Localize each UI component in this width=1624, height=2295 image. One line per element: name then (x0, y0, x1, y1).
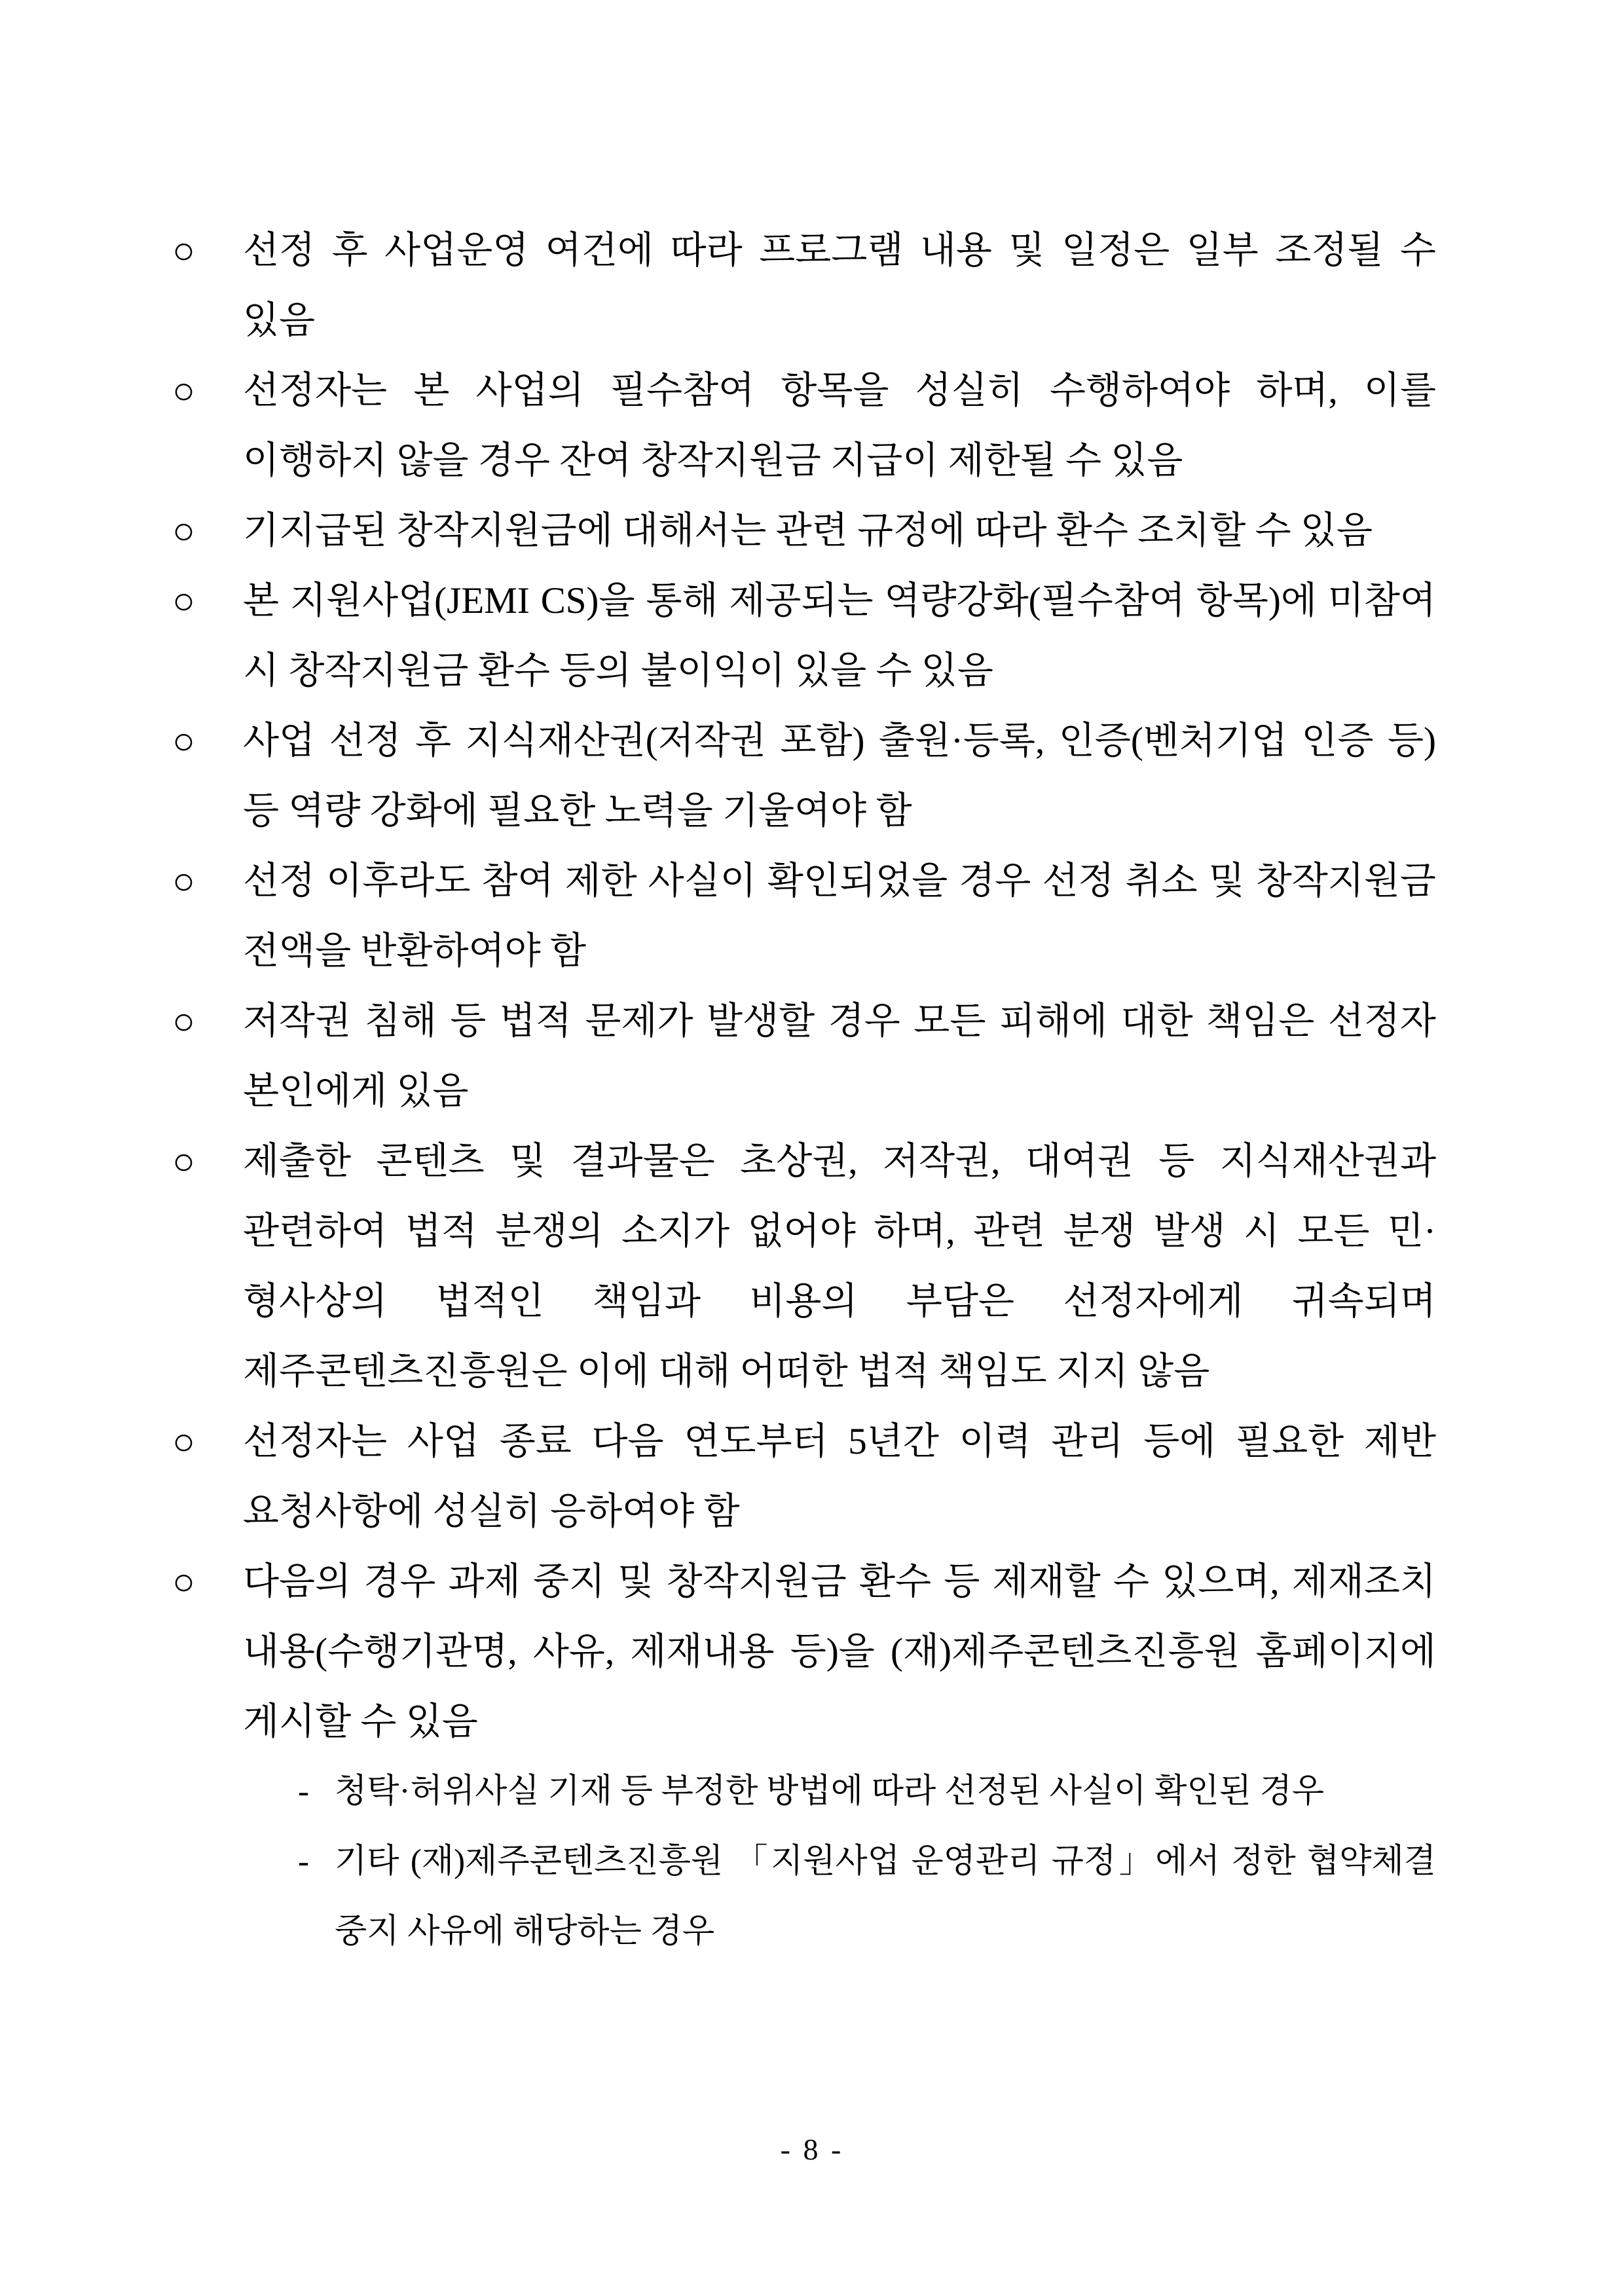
page-number: - 8 - (780, 2133, 844, 2166)
dash-bullet-icon: - (298, 1773, 309, 1810)
bullet-text: 기지급된 창작지원금에 대해서는 관련 규정에 따라 환수 조치할 수 있음 (243, 510, 1373, 551)
bullet-item (172, 706, 1436, 846)
bullet-text: 선정 후 사업운영 여건에 따라 프로그램 내용 및 일정은 일부 조정될 수 있음 (243, 230, 1436, 341)
sub-list-item (243, 1827, 1436, 1967)
bullet-item (172, 566, 1436, 706)
bullet-text: 선정자는 본 사업의 필수참여 항목을 성실히 수행하여야 하며, 이를 이행하지 않을 경우 잔여 창작지원금 지급이 제한될 수 있음 (243, 370, 1436, 481)
bullet-text: 본 지원사업(JEMI CS)을 통해 제공되는 역량강화(필수참여 항목)에 미참여 시 창작지원금 환수 등의 불이익이 있을 수 있음 (243, 580, 1436, 691)
bullet-text: 사업 선정 후 지식재산권(저작권 포함) 출원·등록, 인증(벤처기업 인증 등) 등 역량 강화에 필요한 노력을 기울여야 함 (243, 720, 1436, 832)
circle-bullet-icon: ○ (172, 720, 196, 762)
circle-bullet-icon: ○ (172, 860, 196, 902)
circle-bullet-icon: ○ (172, 1140, 196, 1183)
bullet-item (172, 986, 1436, 1126)
bullet-text: 다음의 경우 과제 중지 및 창작지원금 환수 등 제재할 수 있으며, 제재조치 내용(수행기관명, 사유, 제재내용 등)을 (재)제주콘텐츠진흥원 홈페이지에 게시할 수 있음 (243, 1561, 1436, 1742)
bullet-item (172, 846, 1436, 986)
circle-bullet-icon: ○ (172, 369, 196, 412)
sub-item-text: 기타 (재)제주콘텐츠진흥원 「지원사업 운영관리 규정」에서 정한 협약체결 중지 사유에 해당하는 경우 (335, 1843, 1436, 1950)
bullet-text: 저작권 침해 등 법적 문제가 발생할 경우 모든 피해에 대한 책임은 선정자 본인에게 있음 (243, 1001, 1436, 1112)
dash-bullet-icon: - (298, 1843, 309, 1880)
circle-bullet-icon: ○ (172, 509, 196, 552)
circle-bullet-icon: ○ (172, 229, 196, 272)
bullet-item (172, 1547, 1436, 1967)
bullet-text: 제출한 콘텐츠 및 결과물은 초상권, 저작권, 대여권 등 지식재산권과 관련하여 법적 분쟁의 소지가 없어야 하며, 관련 분쟁 발생 시 모든 민·형사상의 법적인 책임과 비용의 부담은 선정자에게 귀속되며 제주콘텐츠진흥원은 이에 대해 어떠한 법적 책임도 지지 않음 (243, 1141, 1436, 1392)
page-footer (0, 2132, 1624, 2167)
sub-item-text: 청탁·허위사실 기재 등 부정한 방법에 따라 선정된 사실이 확인된 경우 (335, 1773, 1325, 1810)
bullet-item (172, 496, 1436, 566)
circle-bullet-icon: ○ (172, 1420, 196, 1463)
circle-bullet-icon: ○ (172, 579, 196, 622)
content-area (172, 215, 1436, 1967)
bullet-item (172, 215, 1436, 356)
sub-list-item (243, 1757, 1436, 1827)
circle-bullet-icon: ○ (172, 1000, 196, 1042)
bullet-text: 선정 이후라도 참여 제한 사실이 확인되었을 경우 선정 취소 및 창작지원금 전액을 반환하여야 함 (243, 860, 1436, 972)
bullet-item (172, 1406, 1436, 1547)
bullet-item (172, 356, 1436, 496)
circle-bullet-icon: ○ (172, 1560, 196, 1603)
bullet-text: 선정자는 사업 종료 다음 연도부터 5년간 이력 관리 등에 필요한 제반 요청사항에 성실히 응하여야 함 (243, 1421, 1436, 1532)
bullet-item (172, 1126, 1436, 1406)
